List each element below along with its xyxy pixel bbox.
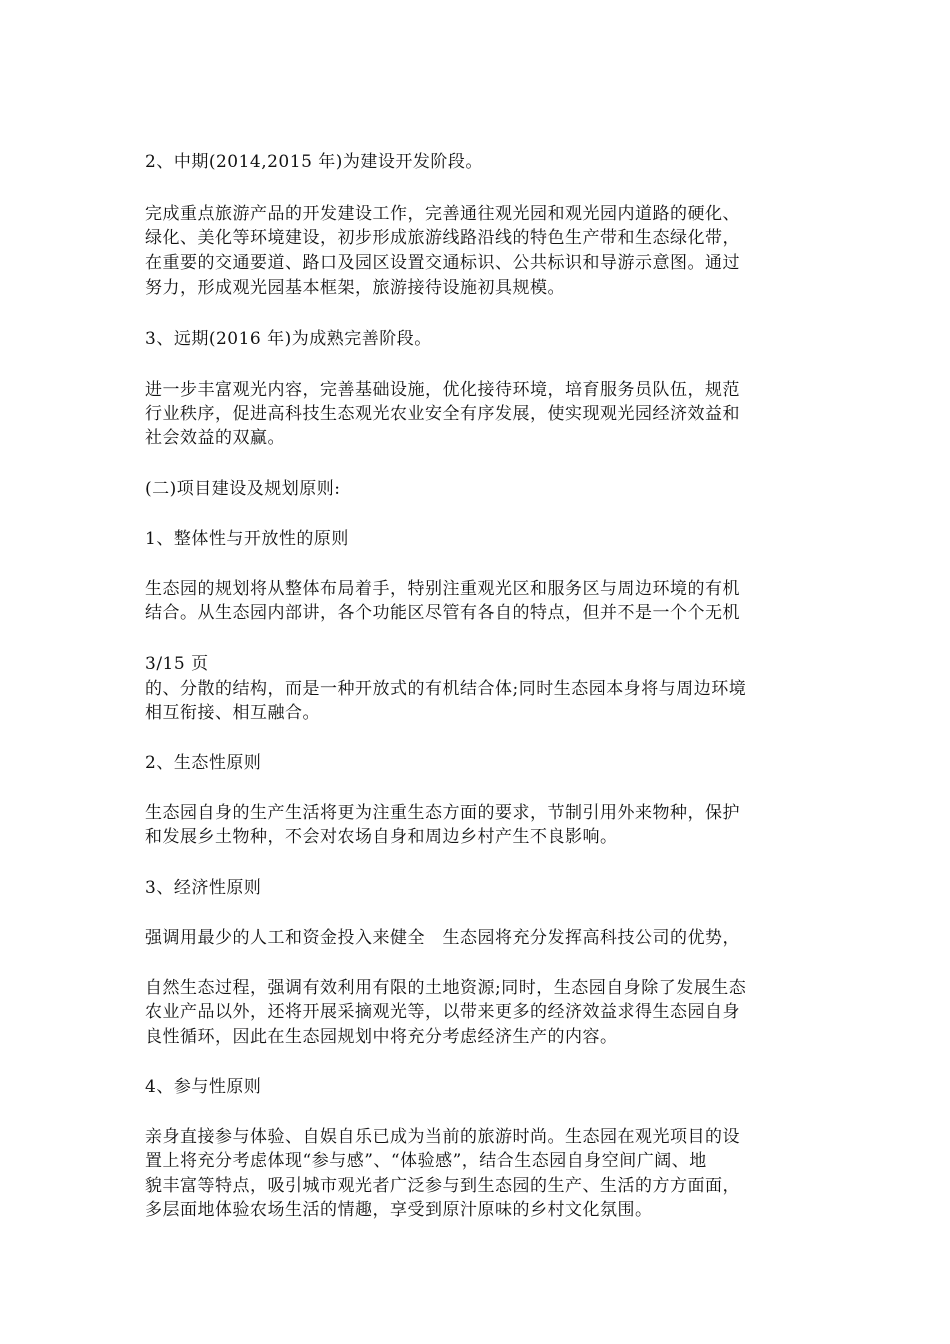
paragraph-line: 进一步丰富观光内容，完善基础设施，优化接待环境，培育服务员队伍，规范 — [145, 380, 740, 400]
paragraph-line: 和发展乡土物种，不会对农场自身和周边乡村产生不良影响。 — [145, 827, 618, 847]
paragraph-line: 生态园的规划将从整体布局着手，特别注重观光区和服务区与周边环境的有机 — [145, 579, 740, 599]
page-number: 3/15 页 — [145, 654, 209, 674]
paragraph-line: 生态园自身的生产生活将更为注重生态方面的要求，节制引用外来物种，保护 — [145, 803, 740, 823]
paragraph-line: 完成重点旅游产品的开发建设工作，完善通往观光园和观光园内道路的硬化、 — [145, 204, 740, 224]
paragraph-line: 在重要的交通要道、路口及园区设置交通标识、公共标识和导游示意图。通过 — [145, 253, 740, 273]
section-heading: (二)项目建设及规划原则: — [145, 479, 341, 499]
paragraph-line: 多层面地体验农场生活的情趣，享受到原汁原味的乡村文化氛围。 — [145, 1200, 653, 1220]
paragraph-line: 努力，形成观光园基本框架，旅游接待设施初具规模。 — [145, 278, 565, 298]
paragraph-line: 社会效益的双赢。 — [145, 428, 285, 448]
section-heading: 4、参与性原则 — [145, 1077, 262, 1097]
section-heading: 3、经济性原则 — [145, 878, 262, 898]
paragraph-line: 农业产品以外，还将开展采摘观光等，以带来更多的经济效益求得生态园自身 — [145, 1002, 740, 1022]
paragraph-line: 貌丰富等特点，吸引城市观光者广泛参与到生态园的生产、生活的方方面面， — [145, 1176, 740, 1196]
paragraph-line: 相互衔接、相互融合。 — [145, 703, 320, 723]
paragraph-line: 的、分散的结构，而是一种开放式的有机结合体;同时生态园本身将与周边环境 — [145, 679, 747, 699]
paragraph-line: 良性循环，因此在生态园规划中将充分考虑经济生产的内容。 — [145, 1027, 618, 1047]
paragraph-line: 自然生态过程，强调有效利用有限的土地资源;同时，生态园自身除了发展生态 — [145, 978, 747, 998]
paragraph-line: 行业秩序，促进高科技生态观光农业安全有序发展，使实现观光园经济效益和 — [145, 404, 740, 424]
section-heading: 2、中期(2014,2015 年)为建设开发阶段。 — [145, 152, 483, 172]
section-heading: 1、整体性与开放性的原则 — [145, 529, 349, 549]
paragraph-line: 绿化、美化等环境建设，初步形成旅游线路沿线的特色生产带和生态绿化带， — [145, 228, 740, 248]
paragraph-line: 置上将充分考虑体现“参与感”、“体验感”，结合生态园自身空间广阔、地 — [145, 1151, 707, 1171]
paragraph-line: 亲身直接参与体验、自娱自乐已成为当前的旅游时尚。生态园在观光项目的设 — [145, 1127, 740, 1147]
paragraph-line: 结合。从生态园内部讲，各个功能区尽管有各自的特点，但并不是一个个无机 — [145, 603, 740, 623]
paragraph-line: 强调用最少的人工和资金投入来健全 生态园将充分发挥高科技公司的优势， — [145, 928, 740, 948]
section-heading: 3、远期(2016 年)为成熟完善阶段。 — [145, 329, 432, 349]
section-heading: 2、生态性原则 — [145, 753, 262, 773]
